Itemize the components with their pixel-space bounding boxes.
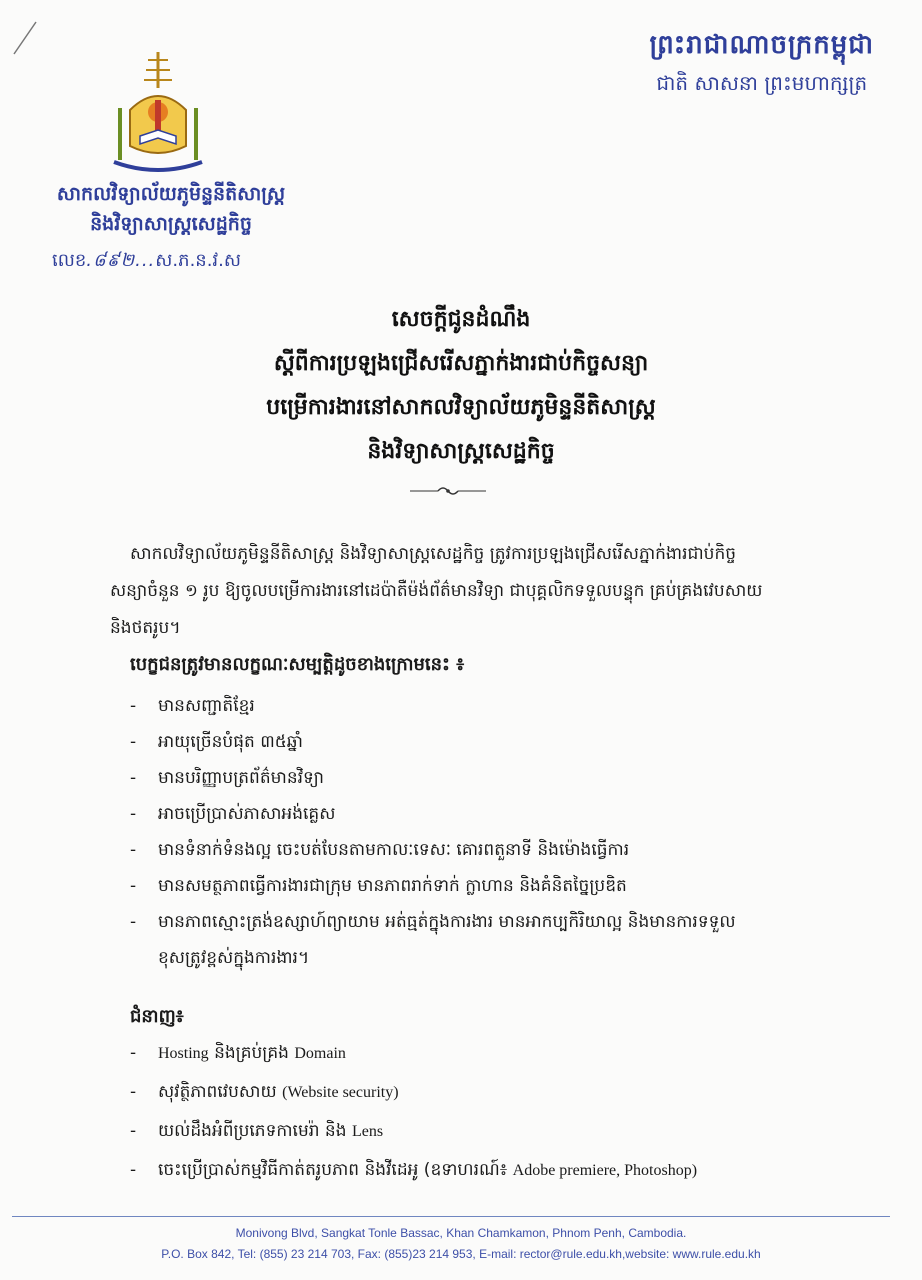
list-item: - Hosting និងគ្រប់គ្រង Domain <box>130 1043 346 1063</box>
title-line3: បម្រើការងារនៅសាកលវិទ្យាល័យភូមិន្ទនីតិសាស្ត្រ <box>266 395 656 420</box>
footer-contact: P.O. Box 842, Tel: (855) 23 214 703, Fax: (855)23 214 953, E-mail: rector@rule.edu.kh,website: www.rule.edu.kh <box>161 1247 761 1261</box>
qualifications-list <box>130 688 850 976</box>
university-block <box>36 182 306 275</box>
footer-divider <box>12 1216 890 1217</box>
university-name-line2: និងវិទ្យាសាស្ត្រសេដ្ឋកិច្ច <box>90 213 252 235</box>
list-item: - យល់ដឹងអំពីប្រភេទកាមេរ៉ា និង Lens <box>130 1121 384 1141</box>
ref-prefix: លេខ <box>52 250 87 271</box>
intro-line3: និងថតរូប។ <box>110 618 181 638</box>
intro-line1: សាកលវិទ្យាល័យភូមិន្ទនីតិសាស្ត្រ និងវិទ្យាសាស្ត្រសេដ្ឋកិច្ច ត្រូវការប្រឡងជ្រើសរើសភ្នាក់ងារជាប់កិច្ច <box>130 544 737 564</box>
title-line2: ស្តីពីការប្រឡងជ្រើសរើសភ្នាក់ងារជាប់កិច្ចសន្យា <box>273 351 649 376</box>
list-item: - មានទំនាក់ទំនងល្អ ចេះបត់បែនតាមកាលៈទេសៈ គោរពតួនាទី និងម៉ោងធ្វើការ <box>130 840 630 860</box>
kingdom-header <box>650 28 874 100</box>
intro-line2: សន្យាចំនួន ១ រូប ឱ្យចូលបម្រើការងារនៅដេប៉ាតឺម៉ង់ព័ត៌មានវិទ្យា ជាបុគ្គលិកទទួលបន្ទុក គ្រប់គ្រងវេបសាយ <box>110 581 763 601</box>
list-item: - អាចប្រើប្រាស់ភាសាអង់គ្លេស <box>130 804 336 824</box>
list-item: - សុវត្ថិភាពវេបសាយ (Website security) <box>130 1082 399 1102</box>
list-item: - មានសមត្ថភាពធ្វើការងារជាក្រុម មានភាពរាក់ទាក់ ក្លាហាន និងគំនិតច្នៃប្រឌិត <box>130 876 627 896</box>
divider-ornament-icon <box>408 484 488 498</box>
list-item-continuation: ខុសត្រូវខ្ពស់ក្នុងការងារ។ <box>158 948 310 968</box>
list-item: - មានភាពស្មោះត្រង់ឧស្សាហ៍ព្យាយាម អត់ធ្មត់ក្នុងការងារ មានអាកប្បកិរិយាល្អ និងមានការទទួល <box>130 912 736 932</box>
ref-number: .៨៩២... <box>86 250 156 271</box>
footer <box>0 1222 922 1261</box>
intro-paragraph <box>110 536 830 647</box>
list-item: - ចេះប្រើប្រាស់កម្មវិធីកាត់តរូបភាព និងវីដេអូ (ឧទាហរណ៍៖ Adobe premiere, Photoshop) <box>130 1160 698 1180</box>
qualifications-heading: បេក្ខជនត្រូវមានលក្ខណៈសម្បត្តិដូចខាងក្រោមនេះ ៖ <box>130 654 465 675</box>
list-item: - មានសញ្ជាតិខ្មែរ <box>130 696 255 716</box>
list-item: - អាយុច្រើនបំផុត ៣៥ឆ្នាំ <box>130 732 303 752</box>
list-item: - មានបរិញ្ញាបត្រព័ត៌មានវិទ្យា <box>130 768 325 788</box>
footer-address: Monivong Blvd, Sangkat Tonle Bassac, Khan Chamkamon, Phnom Penh, Cambodia. <box>235 1226 687 1240</box>
kingdom-motto: ជាតិ សាសនា ព្រះមហាក្សត្រ <box>656 71 868 95</box>
university-name-line1: សាកលវិទ្យាល័យភូមិន្ទនីតិសាស្ត្រ <box>56 183 286 205</box>
title-line4: និងវិទ្យាសាស្ត្រសេដ្ឋកិច្ច <box>367 439 555 464</box>
skills-list <box>130 1034 850 1190</box>
pen-mark <box>10 18 40 58</box>
title-line1: សេចក្តីជូនដំណឹង <box>391 307 531 332</box>
kingdom-title: ព្រះរាជាណាចក្រកម្ពុជា <box>649 30 874 60</box>
university-emblem-icon <box>108 48 208 178</box>
notice-title <box>0 298 922 474</box>
skills-heading: ជំនាញ៖ <box>130 1006 184 1027</box>
ref-suffix: ស.ភ.ន.វ.ស <box>155 250 242 271</box>
reference-number <box>36 248 306 275</box>
